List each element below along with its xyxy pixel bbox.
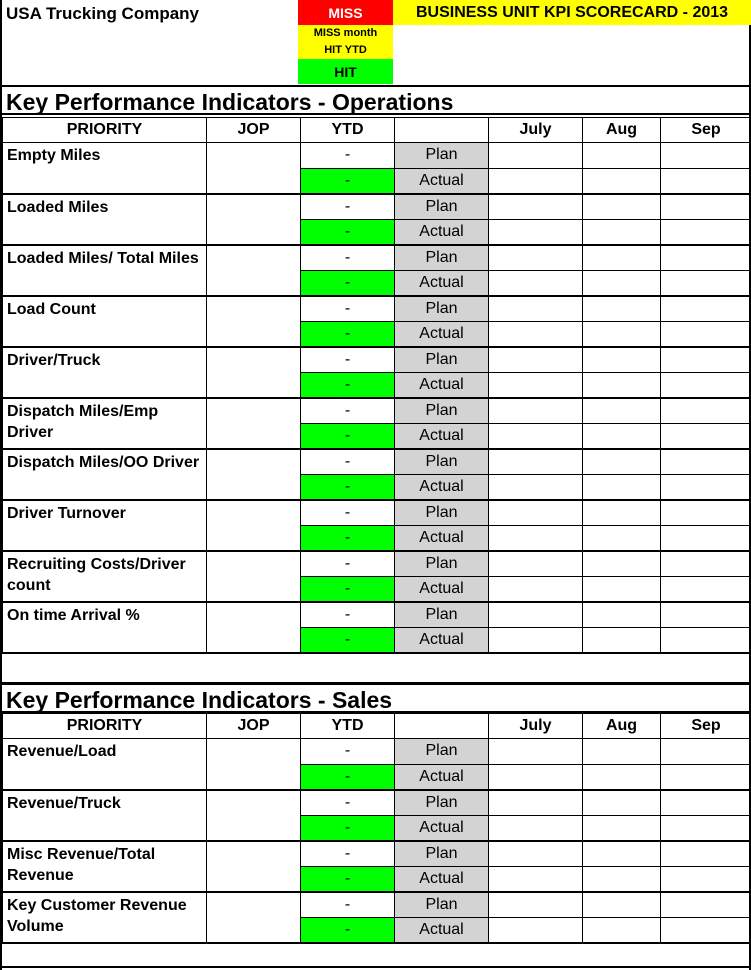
kpi-plan-row [3,602,751,628]
month-actual-cell[interactable] [661,423,751,449]
month-actual-cell[interactable] [661,917,751,943]
legend-hit: HIT [298,59,393,84]
month-plan-cell[interactable] [489,739,583,765]
actual-label: Actual [395,815,489,841]
jop-cell[interactable] [207,296,301,347]
legend-miss-month-line1: MISS month [313,27,378,39]
month-actual-cell[interactable] [583,576,661,602]
ytd-plan-cell[interactable]: - [301,296,395,322]
month-actual-cell[interactable] [489,815,583,841]
month-plan-cell[interactable] [489,296,583,322]
month-plan-cell[interactable] [583,245,661,271]
month-plan-cell[interactable] [661,500,751,526]
month-plan-cell[interactable] [489,790,583,816]
month-plan-cell[interactable] [661,398,751,424]
kpi-plan-row [3,296,751,322]
kpi-plan-row [3,347,751,373]
ytd-plan-cell[interactable]: - [301,790,395,816]
kpi-name: Load Count [3,296,207,347]
actual-label: Actual [395,576,489,602]
month-actual-cell[interactable] [661,866,751,892]
kpi-name: Loaded Miles/ Total Miles [3,245,207,296]
ytd-plan-cell[interactable]: - [301,892,395,918]
month-actual-cell[interactable] [661,764,751,790]
month-plan-cell[interactable] [489,841,583,867]
month-actual-cell[interactable] [489,576,583,602]
month-actual-cell[interactable] [489,219,583,245]
kpi-name: Driver/Truck [3,347,207,398]
actual-label: Actual [395,219,489,245]
jop-cell[interactable] [207,398,301,449]
kpi-name: Revenue/Load [3,739,207,790]
section-title-sales: Key Performance Indicators - Sales [2,683,751,713]
month-actual-cell[interactable] [489,372,583,398]
month-actual-cell[interactable] [583,423,661,449]
jop-cell[interactable] [207,790,301,841]
month-actual-cell[interactable] [661,270,751,296]
company-name: USA Trucking Company [6,4,200,23]
actual-label: Actual [395,866,489,892]
month-actual-cell[interactable] [583,270,661,296]
month-plan-cell[interactable] [583,739,661,765]
month-actual-cell[interactable] [661,627,751,653]
header-priority: PRIORITY [3,714,207,739]
legend-miss: MISS [298,0,393,25]
header-blank [395,714,489,739]
ytd-actual-cell[interactable]: - [301,321,395,347]
sales-kpi-table [2,713,751,944]
month-actual-cell[interactable] [489,627,583,653]
month-plan-cell[interactable] [583,841,661,867]
month-plan-cell[interactable] [583,551,661,577]
header-row [3,118,751,143]
plan-label: Plan [395,347,489,373]
actual-label: Actual [395,423,489,449]
month-plan-cell[interactable] [583,790,661,816]
kpi-name: Driver Turnover [3,500,207,551]
plan-label: Plan [395,449,489,475]
month-actual-cell[interactable] [661,474,751,500]
month-plan-cell[interactable] [583,296,661,322]
plan-label: Plan [395,841,489,867]
ytd-actual-cell[interactable]: - [301,917,395,943]
month-plan-cell[interactable] [583,449,661,475]
month-plan-cell[interactable] [489,143,583,169]
ytd-actual-cell[interactable]: - [301,270,395,296]
ytd-plan-cell[interactable]: - [301,194,395,220]
legend-miss-month [298,25,393,59]
month-actual-cell[interactable] [583,168,661,194]
month-actual-cell[interactable] [583,372,661,398]
month-plan-cell[interactable] [489,245,583,271]
month-plan-cell[interactable] [661,143,751,169]
plan-label: Plan [395,551,489,577]
month-actual-cell[interactable] [661,372,751,398]
month-plan-cell[interactable] [489,892,583,918]
month-plan-cell[interactable] [661,892,751,918]
kpi-plan-row [3,245,751,271]
kpi-plan-row [3,449,751,475]
actual-label: Actual [395,764,489,790]
kpi-plan-row [3,143,751,169]
month-actual-cell[interactable] [489,423,583,449]
ytd-actual-cell[interactable]: - [301,627,395,653]
month-plan-cell[interactable] [583,500,661,526]
plan-label: Plan [395,892,489,918]
month-actual-cell[interactable] [583,321,661,347]
ytd-actual-cell[interactable]: - [301,525,395,551]
jop-cell[interactable] [207,449,301,500]
month-actual-cell[interactable] [489,270,583,296]
month-plan-cell[interactable] [489,602,583,628]
month-plan-cell[interactable] [661,449,751,475]
month-actual-cell[interactable] [583,525,661,551]
header-month: July [489,118,583,143]
month-actual-cell[interactable] [661,815,751,841]
month-actual-cell[interactable] [583,764,661,790]
spacer-row [2,657,751,683]
ytd-plan-cell[interactable]: - [301,143,395,169]
jop-cell[interactable] [207,841,301,892]
footer-spacer-row [2,942,751,968]
ytd-plan-cell[interactable]: - [301,347,395,373]
month-actual-cell[interactable] [489,525,583,551]
ytd-actual-cell[interactable]: - [301,866,395,892]
kpi-plan-row [3,739,751,765]
month-plan-cell[interactable] [661,790,751,816]
kpi-name: Dispatch Miles/Emp Driver [3,398,207,449]
plan-label: Plan [395,602,489,628]
jop-cell[interactable] [207,143,301,194]
month-actual-cell[interactable] [661,219,751,245]
kpi-name: On time Arrival % [3,602,207,653]
month-plan-cell[interactable] [489,551,583,577]
plan-label: Plan [395,245,489,271]
actual-label: Actual [395,321,489,347]
header-priority: PRIORITY [3,118,207,143]
header-month: Aug [583,118,661,143]
ytd-plan-cell[interactable]: - [301,602,395,628]
kpi-name: Dispatch Miles/OO Driver [3,449,207,500]
header-jop: JOP [207,118,301,143]
ytd-plan-cell[interactable]: - [301,245,395,271]
ytd-actual-cell[interactable]: - [301,423,395,449]
month-actual-cell[interactable] [583,627,661,653]
month-plan-cell[interactable] [661,347,751,373]
month-plan-cell[interactable] [661,602,751,628]
ytd-plan-cell[interactable]: - [301,449,395,475]
actual-label: Actual [395,627,489,653]
actual-label: Actual [395,474,489,500]
ytd-actual-cell[interactable]: - [301,815,395,841]
month-plan-cell[interactable] [583,892,661,918]
month-actual-cell[interactable] [489,321,583,347]
section-title-operations: Key Performance Indicators - Operations [2,85,751,115]
header-month: Sep [661,118,751,143]
month-actual-cell[interactable] [583,917,661,943]
kpi-plan-row [3,194,751,220]
kpi-plan-row [3,892,751,918]
jop-cell[interactable] [207,602,301,653]
ytd-actual-cell[interactable]: - [301,168,395,194]
kpi-plan-row [3,790,751,816]
scorecard-title: BUSINESS UNIT KPI SCORECARD - 2013 [393,0,751,25]
month-actual-cell[interactable] [489,764,583,790]
month-plan-cell[interactable] [661,245,751,271]
ytd-actual-cell[interactable]: - [301,474,395,500]
month-plan-cell[interactable] [489,194,583,220]
legend-miss-month-line2: HIT YTD [324,44,367,56]
month-plan-cell[interactable] [661,194,751,220]
plan-label: Plan [395,194,489,220]
month-plan-cell[interactable] [583,347,661,373]
plan-label: Plan [395,739,489,765]
ytd-actual-cell[interactable]: - [301,576,395,602]
operations-kpi-table [2,117,751,654]
month-actual-cell[interactable] [583,474,661,500]
header-month: Aug [583,714,661,739]
actual-label: Actual [395,372,489,398]
jop-cell[interactable] [207,551,301,602]
ytd-actual-cell[interactable]: - [301,372,395,398]
ytd-actual-cell[interactable]: - [301,764,395,790]
jop-cell[interactable] [207,892,301,943]
actual-label: Actual [395,525,489,551]
kpi-plan-row [3,551,751,577]
ytd-plan-cell[interactable]: - [301,398,395,424]
ytd-plan-cell[interactable]: - [301,551,395,577]
actual-label: Actual [395,917,489,943]
jop-cell[interactable] [207,739,301,790]
kpi-name: Empty Miles [3,143,207,194]
plan-label: Plan [395,143,489,169]
month-actual-cell[interactable] [661,321,751,347]
ytd-plan-cell[interactable]: - [301,841,395,867]
header-blank [395,118,489,143]
header-jop: JOP [207,714,301,739]
jop-cell[interactable] [207,194,301,245]
month-plan-cell[interactable] [489,398,583,424]
month-plan-cell[interactable] [489,449,583,475]
month-plan-cell[interactable] [661,739,751,765]
header-ytd: YTD [301,118,395,143]
month-actual-cell[interactable] [489,474,583,500]
kpi-name: Revenue/Truck [3,790,207,841]
month-actual-cell[interactable] [661,576,751,602]
month-plan-cell[interactable] [583,143,661,169]
kpi-name: Misc Revenue/Total Revenue [3,841,207,892]
header-month: July [489,714,583,739]
month-plan-cell[interactable] [583,398,661,424]
month-actual-cell[interactable] [661,525,751,551]
plan-label: Plan [395,398,489,424]
month-plan-cell[interactable] [661,551,751,577]
ytd-actual-cell[interactable]: - [301,219,395,245]
month-actual-cell[interactable] [489,917,583,943]
month-plan-cell[interactable] [489,347,583,373]
actual-label: Actual [395,270,489,296]
month-plan-cell[interactable] [489,500,583,526]
month-actual-cell[interactable] [583,815,661,841]
jop-cell[interactable] [207,245,301,296]
month-plan-cell[interactable] [583,194,661,220]
header-ytd: YTD [301,714,395,739]
month-actual-cell[interactable] [583,866,661,892]
header-month: Sep [661,714,751,739]
plan-label: Plan [395,790,489,816]
plan-label: Plan [395,500,489,526]
month-actual-cell[interactable] [489,168,583,194]
month-plan-cell[interactable] [661,296,751,322]
kpi-name: Key Customer Revenue Volume [3,892,207,943]
jop-cell[interactable] [207,347,301,398]
month-actual-cell[interactable] [583,219,661,245]
ytd-plan-cell[interactable]: - [301,500,395,526]
month-actual-cell[interactable] [661,168,751,194]
kpi-plan-row [3,841,751,867]
month-plan-cell[interactable] [661,841,751,867]
kpi-plan-row [3,500,751,526]
kpi-name: Recruiting Costs/Driver count [3,551,207,602]
header-row [3,714,751,739]
ytd-plan-cell[interactable]: - [301,739,395,765]
month-actual-cell[interactable] [489,866,583,892]
kpi-name: Loaded Miles [3,194,207,245]
month-plan-cell[interactable] [583,602,661,628]
kpi-plan-row [3,398,751,424]
plan-label: Plan [395,296,489,322]
jop-cell[interactable] [207,500,301,551]
actual-label: Actual [395,168,489,194]
